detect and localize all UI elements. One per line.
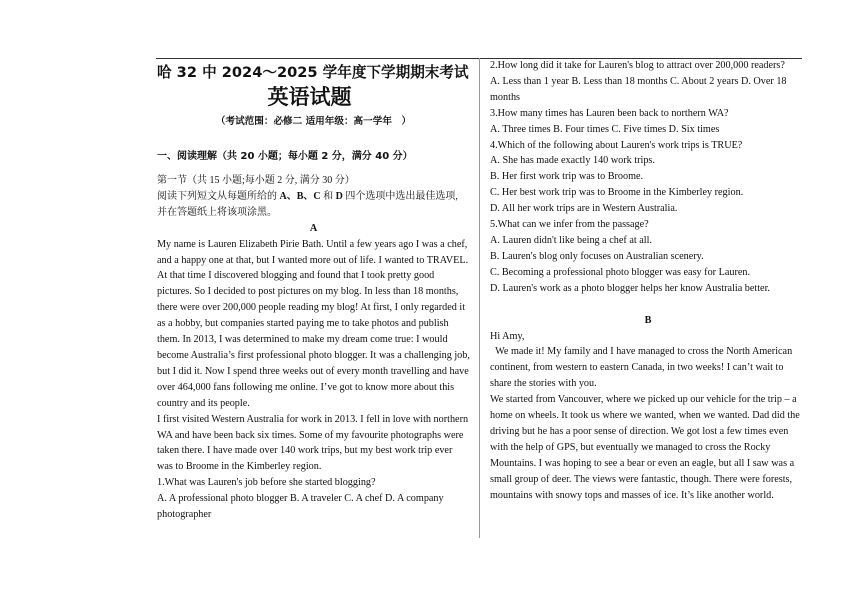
instruction-text-end: 四个选项中选出最佳选项, 并在答题纸上将该项涂黑。	[157, 190, 458, 218]
question-5-option-c: C. Becoming a professional photo blogger was easy for Lauren.	[490, 266, 750, 278]
question-5-stem: 5.What can we infer from the passage?	[490, 219, 649, 231]
exam-scope: （考试范围：必修二 适用年级：高一学年 ）	[215, 116, 412, 127]
passage-b-paragraph-2: We started from Vancouver, where we picked up our vehicle for the trip – a home on wheels. It took us where we wanted, when we wanted. Dad did the driving but he has a poor sense of direction. We got lost a few times even with the help of GPS, but eventually we managed to cross the Rocky Mountains. I was hoping to see a bear or even an eagle, but all I saw was a small group of deer. The views were fantastic, though. There were forests, mountains with snowy tops and masses of ice. It’s like another world.	[490, 394, 800, 501]
question-4-option-d: D. All her work trips are in Western Australia.	[490, 203, 678, 215]
question-5-option-b: B. Lauren's blog only focuses on Australian scenery.	[490, 250, 704, 262]
passage-a-letter: A	[309, 222, 318, 234]
column-divider	[479, 58, 480, 538]
section-heading: 一、阅读理解（共 20 小题；每小题 2 分，满分 40 分）	[157, 151, 413, 162]
question-5-option-d: D. Lauren's work as a photo blogger helps her know Australia better.	[490, 282, 770, 294]
question-4-option-c: C. Her best work trip was to Broome in the Kimberley region.	[490, 187, 744, 199]
question-2-stem: 2.How long did it take for Lauren's blog to attract over 200,000 readers?	[490, 60, 785, 71]
section-instruction	[157, 189, 470, 221]
exam-subject-title: 英语试题	[267, 85, 352, 109]
passage-a-paragraph-1: My name is Lauren Elizabeth Pirie Bath. Until a few years ago I was a chef, and a happy one at that, but I wanted more out of life. I wanted to TRAVEL. At that time I discovered blogging and found that I took pretty good pictures. So I decided to post pictures on my blog. In less than 18 months, there were over 200,000 people reading my blog! At first, I only regarded it as a hobby, but companies started paying me to take photos and publish them. In 2013, I was determined to make my dream come true: I would become Australia’s first professional photo blogger. It was a challenging job, but I did it. Now I spend three weeks out of every month travelling and have over 464,000 fans following me online. I’ve got to know more about this country and its people.	[157, 238, 470, 409]
part-heading: 第一节（共 15 小题;每小题 2 分, 满分 30 分）	[157, 175, 355, 186]
instruction-and: 和	[320, 190, 336, 202]
spacer	[490, 297, 806, 313]
question-5-option-a: A. Lauren didn't like being a chef at all.	[490, 234, 652, 246]
question-3-stem: 3.How many times has Lauren been back to northern WA?	[490, 107, 729, 119]
left-column	[157, 58, 470, 523]
question-1-options: A. A professional photo blogger B. A traveler C. A chef D. A company photographer	[157, 493, 444, 521]
question-4-option-a: A. She has made exactly 140 work trips.	[490, 155, 655, 167]
passage-b-letter: B	[644, 314, 652, 326]
question-4-option-b: B. Her first work trip was to Broome.	[490, 171, 644, 183]
instruction-option-d: D	[335, 190, 343, 202]
question-4-stem: 4.Which of the following about Lauren's work trips is TRUE?	[490, 139, 743, 151]
question-3-options: A. Three times B. Four times C. Five times D. Six times	[490, 123, 720, 135]
right-column	[490, 58, 806, 503]
passage-a-paragraph-2: I first visited Western Australia for work in 2013. I fell in love with northern WA and have been back six times. Some of my favourite photographs were taken there. I have made over 140 work trips, but my best work trip ever was to Broome in the Kimberley region.	[157, 413, 469, 473]
instruction-options-abc: A、B、C	[279, 190, 321, 202]
question-2-options: A. Less than 1 year B. Less than 18 months C. About 2 years D. Over 18 months	[490, 75, 787, 103]
instruction-text: 阅读下列短文从每题所给的	[157, 190, 280, 202]
question-1-stem: 1.What was Lauren's job before she started blogging?	[157, 477, 376, 489]
passage-b-paragraph-1: We made it! My family and I have managed to cross the North American continent, from western to eastern Canada, in two weeks! I can’t wait to share the stories with you.	[490, 346, 795, 390]
passage-b-greeting: Hi Amy,	[490, 330, 525, 342]
exam-title: 哈 32 中 2024～2025 学年度下学期期末考试	[157, 64, 469, 81]
